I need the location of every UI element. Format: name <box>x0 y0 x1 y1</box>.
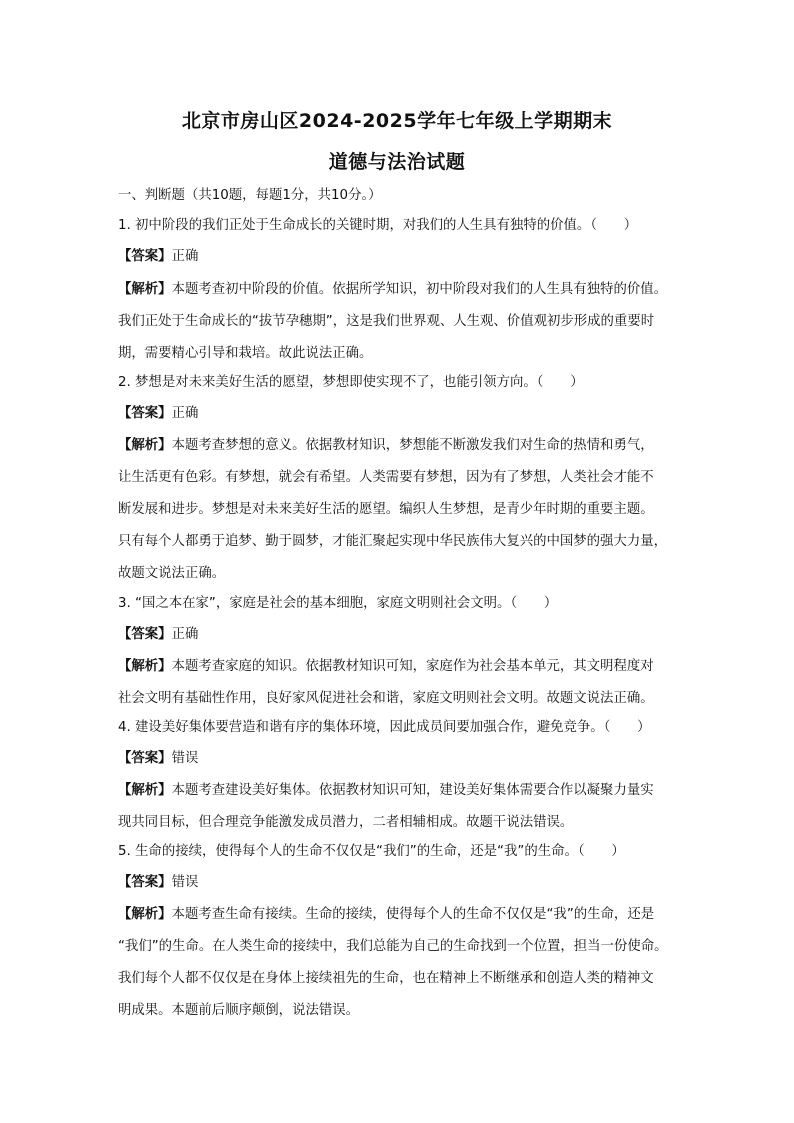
analysis-tag: 【解析】 <box>118 907 172 922</box>
answer-tag: 【答案】 <box>118 751 172 766</box>
analysis-2-line-5: 故题文说法正确。 <box>118 566 226 581</box>
analysis-4-line-2: 现共同目标，但合理竞争能激发成员潜力，二者相辅相成。故题干说法错误。 <box>118 815 574 830</box>
answer-tag: 【答案】 <box>118 875 172 890</box>
answer-5 <box>118 874 688 892</box>
analysis-text: 本题考查生命有接续。生命的接续，使得每个人的生命不仅仅是“我”的生命，还是 <box>171 907 655 922</box>
answer-tag: 【答案】 <box>118 249 172 264</box>
question-5: 5. 生命的接续，使得每个人的生命不仅仅是“我们”的生命，还是“我”的生命。（ ） <box>118 844 625 859</box>
analysis-tag: 【解析】 <box>118 783 172 798</box>
analysis-text: 本题考查家庭的知识。依据教材知识可知，家庭作为社会基本单元，其文明程度对 <box>171 659 654 674</box>
answer-3 <box>118 626 688 644</box>
analysis-tag: 【解析】 <box>118 438 172 453</box>
answer-tag: 【答案】 <box>118 627 172 642</box>
analysis-2-line-2: 让生活更有色彩。有梦想，就会有希望。人类需要有梦想，因为有了梦想，人类社会才能不 <box>118 470 654 485</box>
question-2: 2. 梦想是对未来美好生活的愿望，梦想即使实现不了，也能引领方向。（ ） <box>118 375 584 390</box>
answer-2 <box>118 405 688 423</box>
analysis-text: 本题考查梦想的意义。依据教材知识，梦想能不断激发我们对生命的热情和勇气， <box>171 438 654 453</box>
section-header: 一、判断题（共10题，每题1分，共10分。） <box>118 188 382 203</box>
analysis-1-line-2: 我们正处于生命成长的“拔节孕穗期”，这是我们世界观、人生观、价值观初步形成的重要时 <box>118 314 655 329</box>
document-title: 北京市房山区2024-2025学年七年级上学期期末 <box>181 110 613 132</box>
analysis-1-line-3: 期，需要精心引导和栽培。故此说法正确。 <box>118 346 373 361</box>
answer-value: 正确 <box>171 406 199 421</box>
answer-tag: 【答案】 <box>118 406 172 421</box>
answer-value: 错误 <box>171 751 199 766</box>
analysis-2-line-4: 只有每个人都勇于追梦、勤于圆梦，才能汇聚起实现中华民族伟大复兴的中国梦的强大力量， <box>118 534 668 549</box>
answer-value: 正确 <box>171 627 199 642</box>
analysis-text: 本题考查初中阶段的价值。依据所学知识，初中阶段对我们的人生具有独特的价值。 <box>171 282 668 297</box>
question-3: 3. “国之本在家”，家庭是社会的基本细胞，家庭文明则社会文明。（ ） <box>118 596 558 611</box>
analysis-1-line-1 <box>118 281 688 299</box>
analysis-3-line-1 <box>118 658 688 676</box>
analysis-2-line-1 <box>118 437 688 455</box>
analysis-tag: 【解析】 <box>118 659 172 674</box>
question-4: 4. 建设美好集体要营造和谐有序的集体环境，因此成员间要加强合作，避免竞争。（ ） <box>118 720 651 735</box>
analysis-3-line-2: 社会文明有基础性作用，良好家风促进社会和谐，家庭文明则社会文明。故题文说法正确。 <box>118 691 654 706</box>
analysis-5-line-4: 明成果。本题前后顺序颠倒，说法错误。 <box>118 1003 360 1018</box>
analysis-5-line-1 <box>118 906 688 924</box>
analysis-text: 本题考查建设美好集体。依据教材知识可知，建设美好集体需要合作以凝聚力量实 <box>171 783 654 798</box>
document-subtitle: 道德与法治试题 <box>328 151 466 173</box>
answer-4 <box>118 750 688 768</box>
analysis-tag: 【解析】 <box>118 282 172 297</box>
analysis-4-line-1 <box>118 782 688 800</box>
analysis-2-line-3: 断发展和进步。梦想是对未来美好生活的愿望。编织人生梦想，是青少年时期的重要主题。 <box>118 502 654 517</box>
answer-1 <box>118 248 688 266</box>
analysis-5-line-3: 我们每个人都不仅仅是在身体上接续祖先的生命，也在精神上不断继承和创造人类的精神文 <box>118 971 654 986</box>
analysis-5-line-2: “我们”的生命。在人类生命的接续中，我们总能为自己的生命找到一个位置，担当一份使命。 <box>118 939 668 954</box>
answer-value: 正确 <box>171 249 199 264</box>
answer-value: 错误 <box>171 875 199 890</box>
question-1: 1. 初中阶段的我们正处于生命成长的关键时期，对我们的人生具有独特的价值。（ ） <box>118 218 638 233</box>
